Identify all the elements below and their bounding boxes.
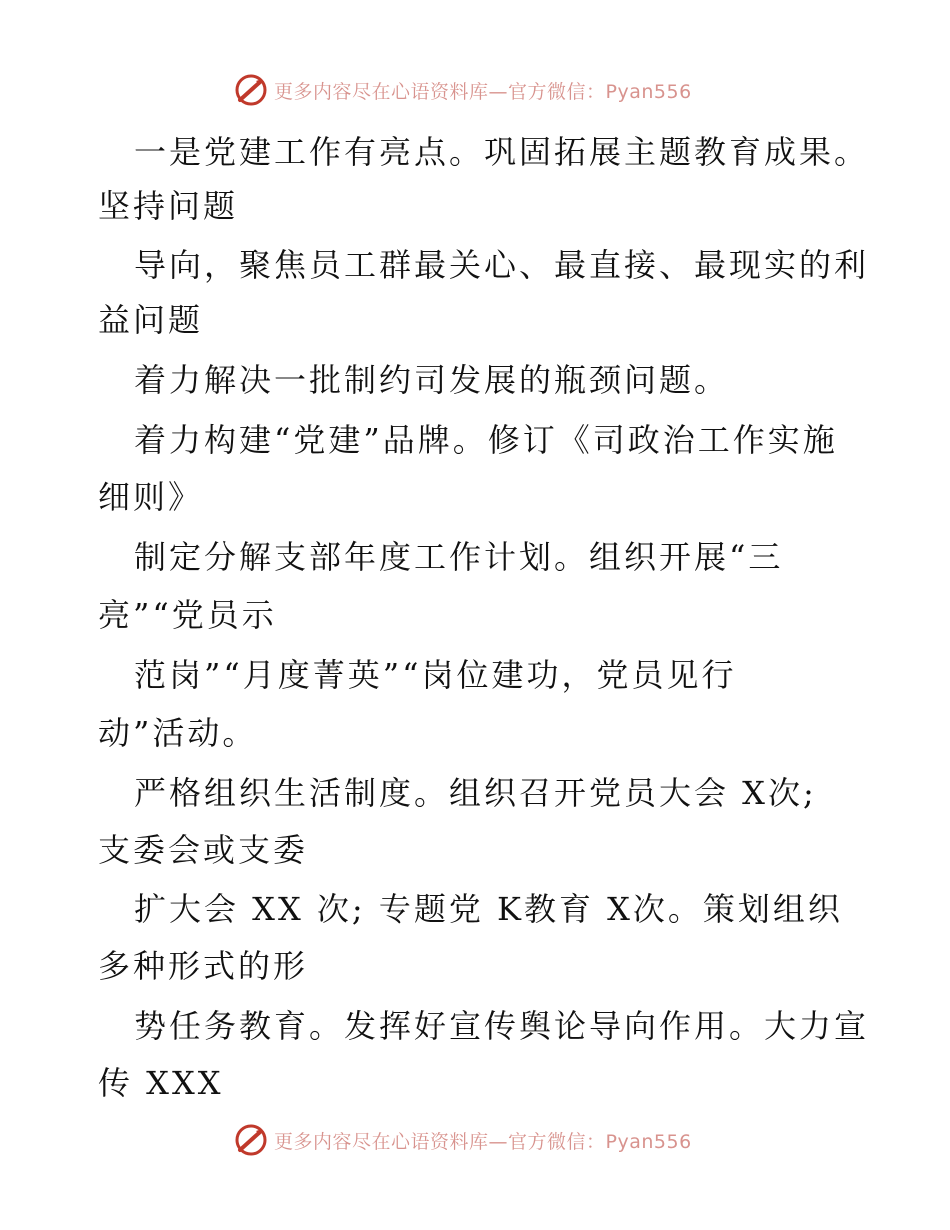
text-line: 亮”“党员示 [98, 596, 277, 634]
text-line: 传 XXX [98, 1064, 224, 1102]
watermark-text: 更多内容尽在心语资料库—官方微信：Pyan556 [274, 1130, 692, 1153]
text-line: 着力解决一批制约司发展的瓶颈问题。 [134, 361, 730, 399]
text-line: 导向，聚焦员工群最关心、最直接、最现实的利 [134, 246, 870, 284]
text-line: 势任务教育。发挥好宣传舆论导向作用。大力宣 [134, 1007, 870, 1045]
text-line: 一是党建工作有亮点。巩固拓展主题教育成果。 [134, 133, 870, 171]
watermark-text: 更多内容尽在心语资料库—官方微信：Pyan556 [274, 80, 692, 103]
footer-watermark [234, 1122, 692, 1158]
text-line: 多种形式的形 [98, 947, 309, 985]
text-line: 着力构建“党建”品牌。修订《司政治工作实施 [134, 421, 838, 459]
pen-logo-icon [234, 1123, 268, 1157]
text-line: 扩大会 XX 次; 专题党 K教育 X次。策划组织 [134, 890, 843, 928]
text-line: 益问题 [98, 301, 204, 339]
text-line: 支委会或支委 [98, 831, 309, 869]
text-line: 坚持问题 [98, 187, 239, 225]
text-line: 动”活动。 [98, 714, 258, 752]
text-line: 细则》 [98, 478, 204, 516]
text-line: 制定分解支部年度工作计划。组织开展“三 [134, 538, 784, 576]
text-line: 范岗”“月度菁英”“岗位建功，党员见行 [134, 656, 737, 694]
text-line: 严格组织生活制度。组织召开党员大会 X次; [134, 774, 817, 812]
